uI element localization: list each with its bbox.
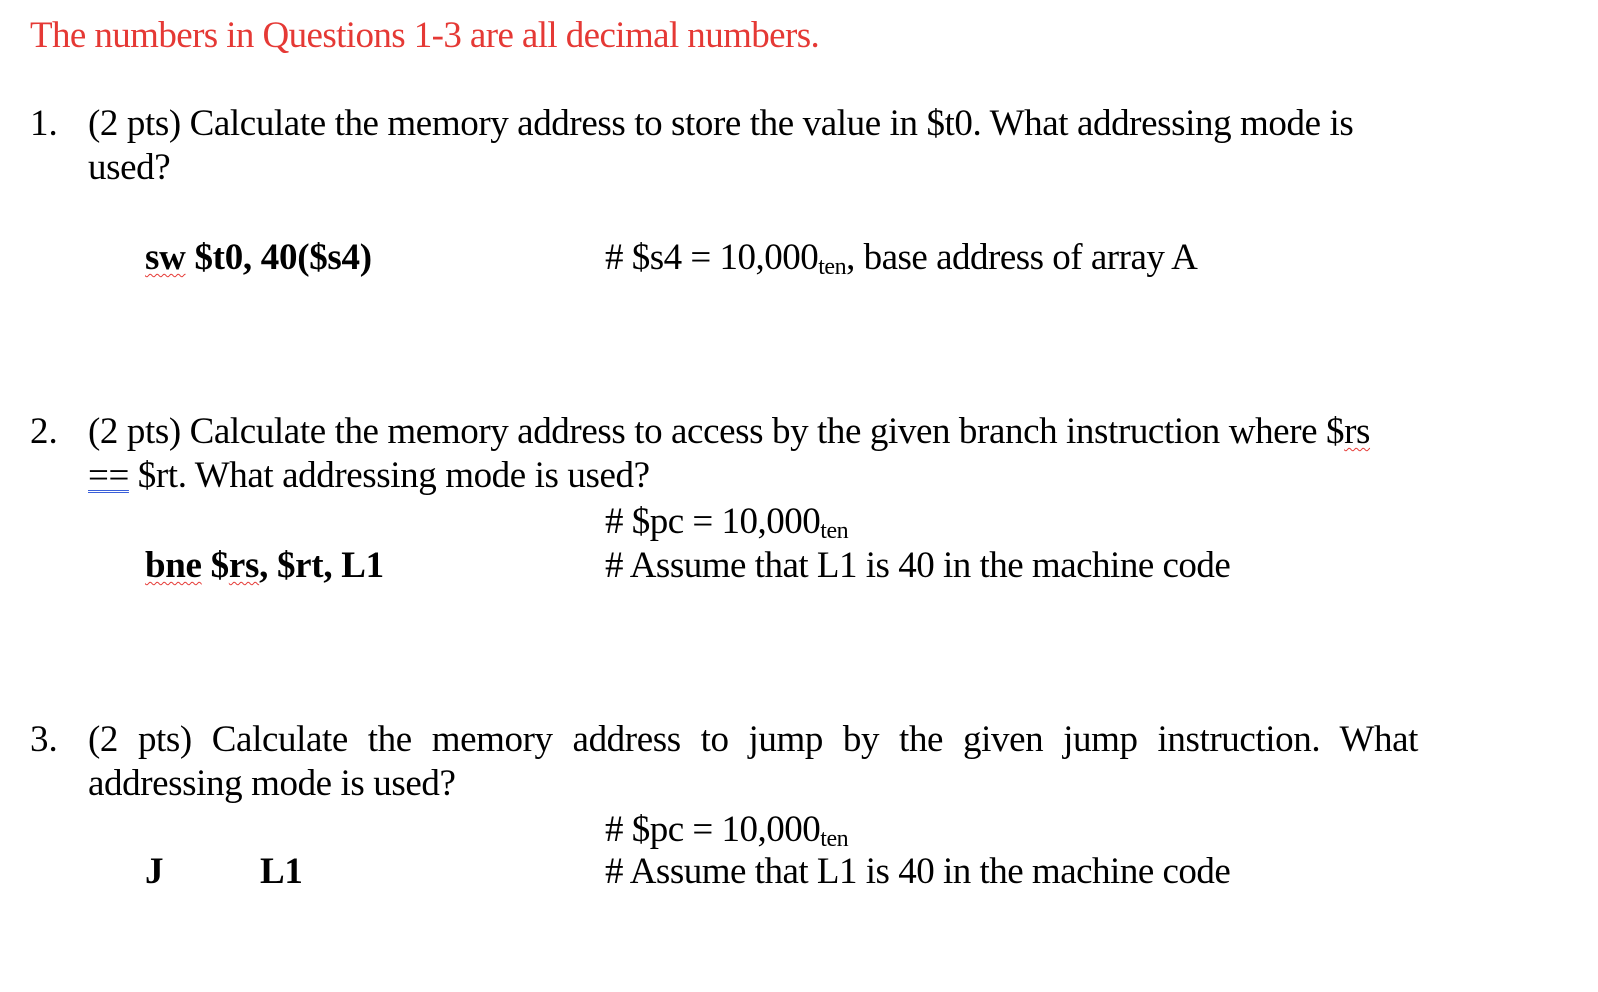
subscript-ten: ten xyxy=(820,518,849,544)
question-1-instruction xyxy=(145,236,372,279)
subscript-ten: ten xyxy=(820,826,849,852)
question-1-number: 1. xyxy=(30,103,58,144)
question-3-instruction-label: L1 xyxy=(260,851,303,892)
spell-flagged-word: rs xyxy=(228,545,260,586)
question-3-comment-assume: # Assume that L1 is 40 in the machine code xyxy=(605,851,1231,892)
spell-flagged-word: sw xyxy=(145,237,186,278)
question-3-instruction-op: J xyxy=(145,851,164,892)
subscript-ten: ten xyxy=(818,254,847,280)
spell-flagged-word: rs xyxy=(1344,411,1371,452)
grammar-flagged-operator: == xyxy=(88,455,129,496)
question-2-number: 2. xyxy=(30,411,58,452)
question-3-comment-pc: # $pc = $10,000_{ten}$ xyxy=(605,809,849,852)
question-1-text: (2 pts) Calculate the memory address to store the value in $t0. What addressing mode is used? xyxy=(88,103,1354,188)
instructions-heading: The numbers in Questions 1-3 are all decimal numbers. xyxy=(30,15,820,56)
question-3-text: (2 pts) Calculate the memory address to jump by the given jump instruction. What addressing mode is used? xyxy=(88,719,1418,804)
question-1-comment: # $s4 = $10,000_{ten}$, base address of array A xyxy=(605,237,1198,280)
spell-flagged-word: bne xyxy=(145,545,202,586)
question-2-text: (2 pts) Calculate the memory address to access by the given branch instruction where $rs == $rt. What addressing mode is used? xyxy=(88,411,1371,496)
question-2-comment-pc: # $pc = $10,000_{ten}$ xyxy=(605,501,849,544)
question-2-instruction: bne $rs, $rt, L1 xyxy=(145,545,384,586)
instruction-operands: $t0, 40($s4) xyxy=(185,237,372,278)
question-3-number: 3. xyxy=(30,719,58,760)
question-2-comment-assume: # Assume that L1 is 40 in the machine code xyxy=(605,545,1231,586)
